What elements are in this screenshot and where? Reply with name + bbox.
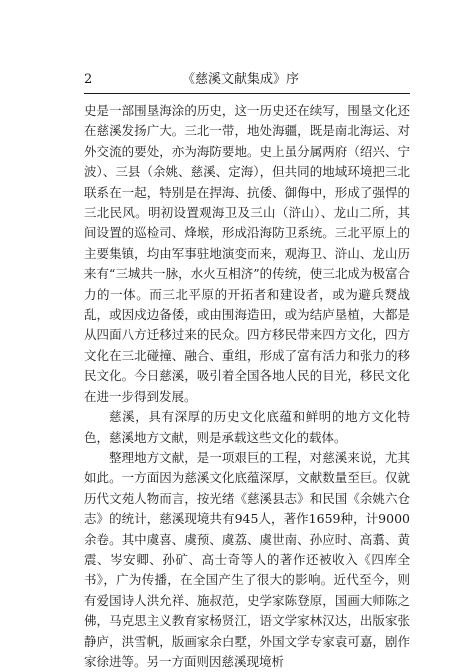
header-rule xyxy=(84,93,410,94)
page-header xyxy=(84,70,410,90)
page-number: 2 xyxy=(84,72,93,87)
running-title: 《慈溪文献集成》序 xyxy=(182,72,300,87)
paragraph-2: 慈溪，具有深厚的历史文化底蕴和鲜明的地方文化特色，慈溪地方文献，则是承载这些文化的载体。 xyxy=(84,409,410,445)
body-text xyxy=(84,101,410,672)
paragraph-1: 史是一部围垦海涂的历史，这一历史还在续写，围垦文化还在慈溪发扬广大。三北一带，地处海疆，既是南北海运、对外交流的要处，亦为海防要地。史上虽分属两府（绍兴、宁波）、三县（余姚、慈溪、定海），但共同的地域环境把三北联系在一起，特别是在捍海、抗倭、御侮中，形成了强悍的三北民风。明初设置观海卫及三山（浒山）、龙山二所，其间设置的巡检司、烽堠，形成沿海防卫系统。三北平原上的主要集镇，均由军事驻地演变而来，观海卫、浒山、龙山历来有“三城共一脉，水火互相济”的传统，使三北成为极富合力的一体。而三北平原的开拓者和建设者，或为避兵燹战乱，或因戍边备倭，或由围海造田，或为结庐垦植，大都是从四面八方迁移过来的民众。四方移民带来四方文化，四方文化在三北碰撞、融合、重组，形成了富有活力和张力的移民文化。今日慈溪，吸引着全国各地人民的目光，移民文化在进一步得到发展。 xyxy=(84,103,410,404)
paragraph-3: 整理地方文献，是一项艰巨的工程，对慈溪来说，尤其如此。一方面因为慈溪文化底蕴深厚，文献数量至巨。仅就历代文苑人物而言，按光绪《慈溪县志》和民国《余姚六仓志》的统计，慈溪现境共有945人，著作1659种，计9000余卷。其中虞喜、虞预、虞荔、虞世南、孙应时、高翥、黄震、岑安卿、孙矿、高士奇等人的著作还被收入《四库全书》，广为传播，在全国产生了很大的影响。近代至今，则有爱国诗人洪允祥、施叔范，史学家陈登原，国画大师陈之佛，马克思主义教育家杨贤江，语文学家林汉达，出版家张静庐，洪雪帆，版画家余白墅，外国文学专家袁可嘉，剧作家徐进等。另一方面则因慈溪现境析 xyxy=(84,449,410,669)
